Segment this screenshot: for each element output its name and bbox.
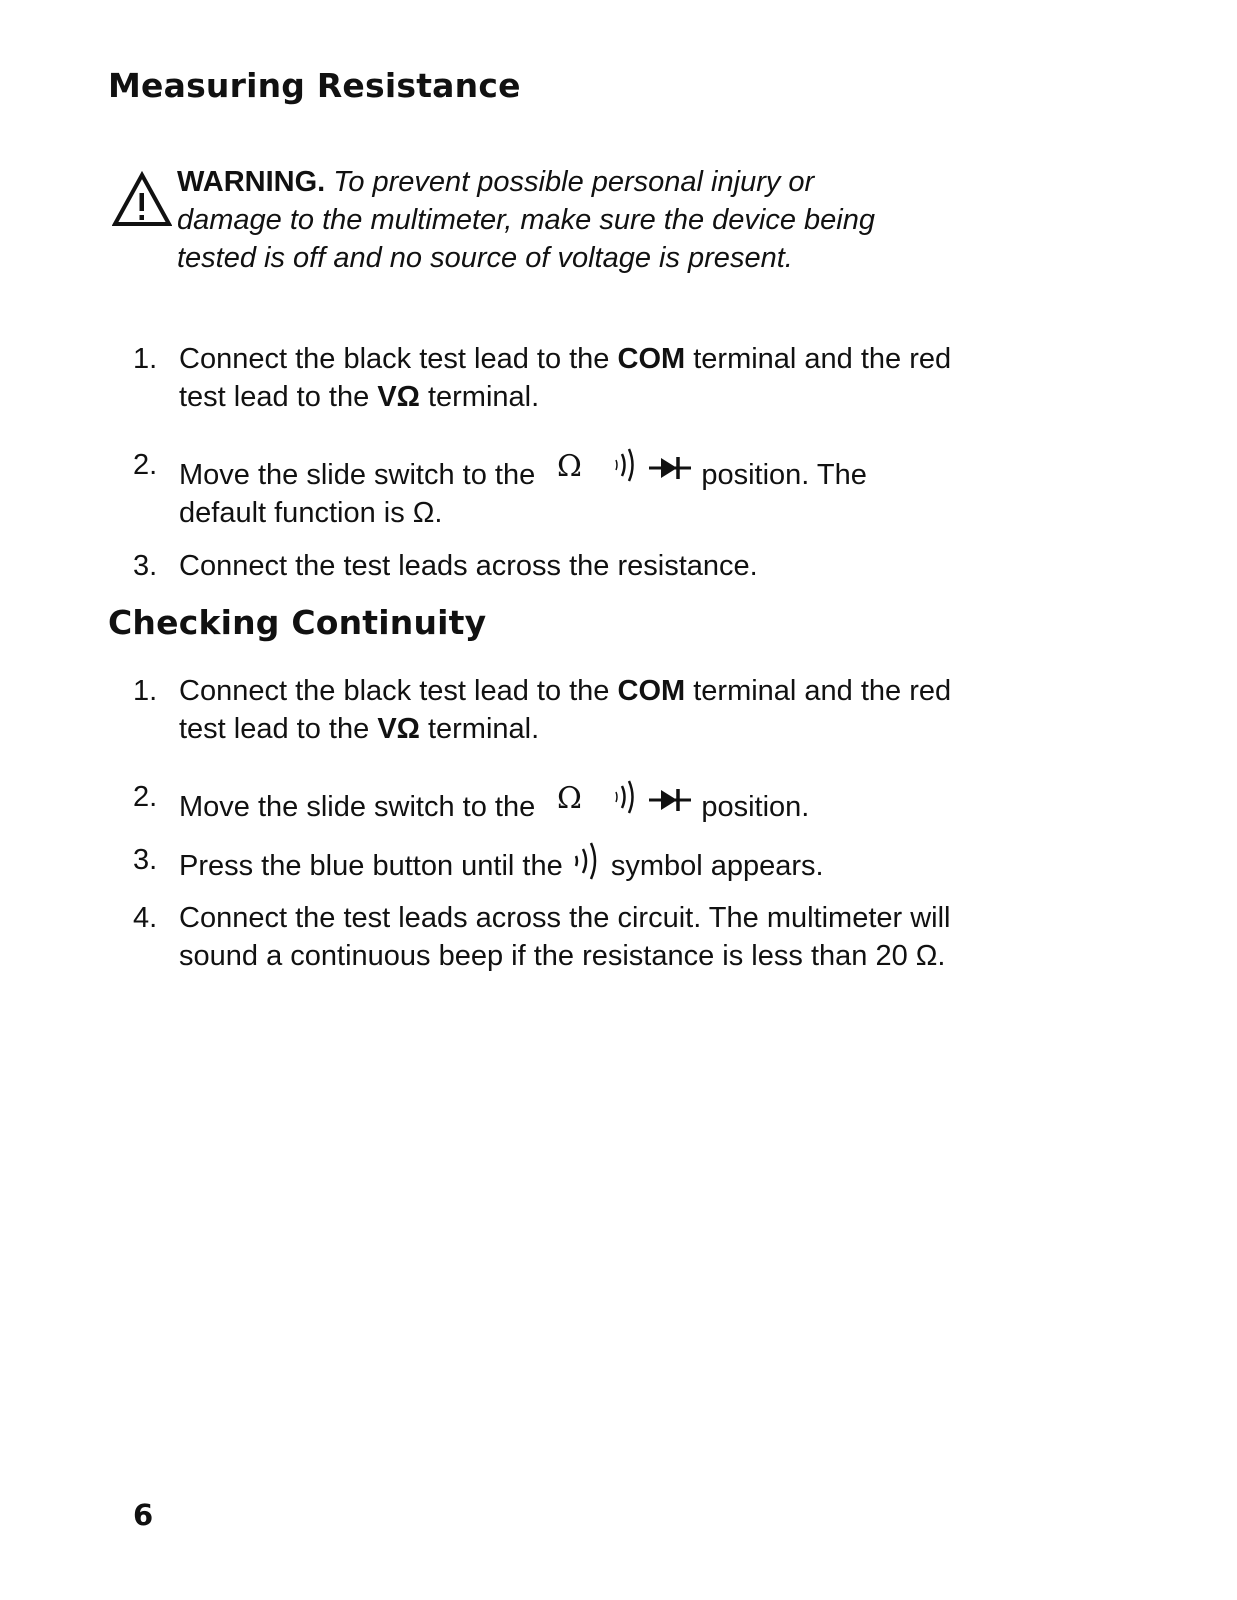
step-text: symbol appears. (602, 850, 824, 882)
list-item (133, 672, 953, 748)
warning-text (177, 163, 907, 277)
step-text: terminal. (419, 713, 540, 745)
step-text: Move the slide switch to the (179, 791, 536, 823)
step-text: position. The default function is Ω. (179, 459, 867, 529)
resistance-steps (133, 340, 953, 585)
list-item (133, 841, 953, 885)
list-item (133, 446, 953, 532)
ohm-continuity-diode-icon (543, 446, 693, 490)
list-item (133, 778, 953, 826)
com-terminal-label: COM (617, 675, 686, 707)
continuity-icon (571, 841, 603, 881)
section-title-measuring-resistance: Measuring Resistance (108, 66, 521, 105)
step-text: Move the slide switch to the (179, 459, 536, 491)
svg-text:Ω: Ω (557, 781, 583, 816)
step-number: 2. (133, 449, 158, 481)
warning-triangle-icon (112, 171, 172, 227)
warning-message: To prevent possible personal injury or damage to the multimeter, make sure the device being tested is off and no source of voltage is present. (177, 166, 875, 274)
vohm-terminal-label: VΩ (377, 381, 420, 413)
step-text: Connect the black test lead to the (179, 675, 618, 707)
step-number: 2. (133, 781, 158, 813)
step-number: 3. (133, 844, 158, 876)
com-terminal-label: COM (617, 343, 686, 375)
list-item (133, 547, 953, 585)
vohm-terminal-label: VΩ (377, 713, 420, 745)
section-title-checking-continuity: Checking Continuity (108, 603, 487, 642)
step-text: Connect the test leads across the resistance. (179, 550, 758, 582)
step-text: terminal and the red test lead to the (179, 675, 952, 745)
step-number: 1. (133, 343, 158, 375)
step-text: position. (693, 791, 810, 823)
step-text: Connect the test leads across the circuit. The multimeter will sound a continuous beep if the resistance is less than 20 Ω. (179, 902, 951, 972)
step-number: 1. (133, 675, 158, 707)
ohm-continuity-diode-icon (543, 778, 693, 822)
list-item (133, 899, 953, 975)
warning-label: WARNING. (177, 166, 326, 198)
step-text: Connect the black test lead to the (179, 343, 618, 375)
svg-text:Ω: Ω (557, 449, 583, 484)
step-text: Press the blue button until the (179, 850, 563, 882)
list-item (133, 340, 953, 416)
step-number: 3. (133, 550, 158, 582)
step-text: terminal and the red test lead to the (179, 343, 952, 413)
page-number: 6 (133, 1498, 154, 1532)
continuity-steps (133, 672, 953, 975)
step-text: terminal. (419, 381, 540, 413)
step-number: 4. (133, 902, 158, 934)
